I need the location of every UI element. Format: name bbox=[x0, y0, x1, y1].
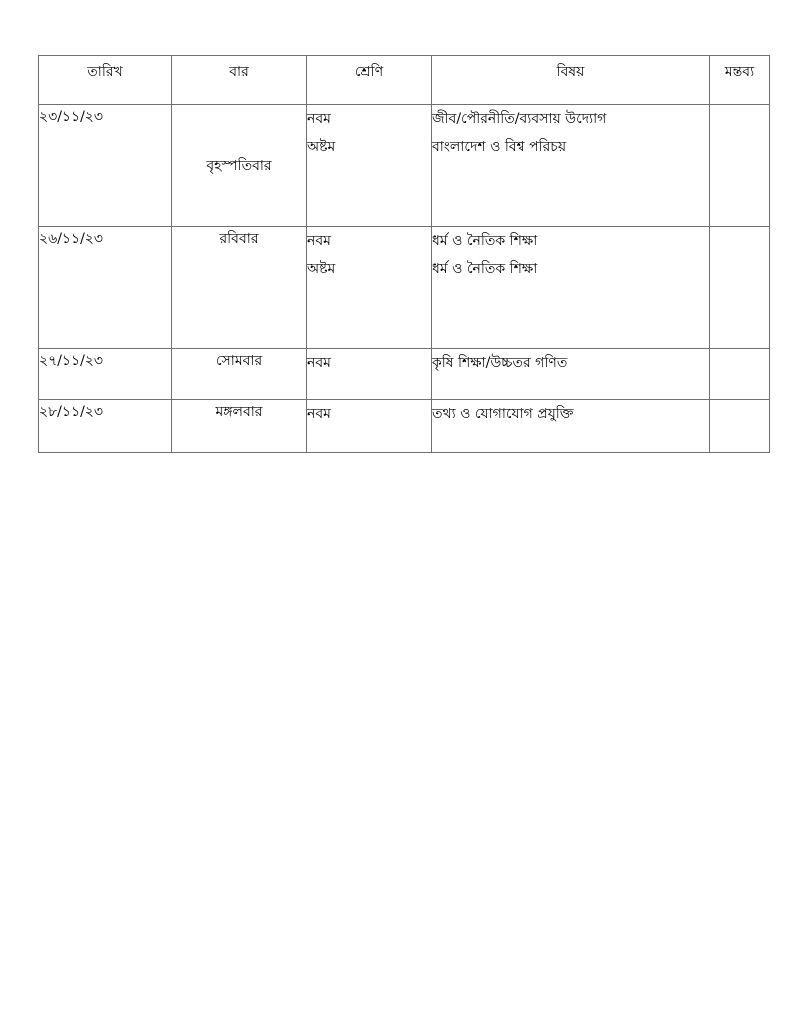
remark-cell bbox=[710, 227, 770, 349]
subject-cell bbox=[432, 227, 710, 349]
subject-name: ধর্ম ও নৈতিক শিক্ষা bbox=[432, 233, 538, 249]
header-class: শ্রেণি bbox=[307, 56, 432, 105]
table-row bbox=[39, 105, 770, 227]
class-name: নবম bbox=[307, 406, 331, 422]
subject-name: জীব/পৌরনীতি/ব্যবসায় উদ্যোগ bbox=[432, 111, 607, 127]
remark-cell bbox=[710, 349, 770, 400]
class-cell bbox=[307, 400, 432, 453]
class-name: নবম bbox=[307, 233, 331, 249]
table-row bbox=[39, 227, 770, 349]
subject-cell bbox=[432, 349, 710, 400]
class-name: অষ্টম bbox=[307, 261, 336, 277]
day-cell: বৃহস্পতিবার bbox=[172, 105, 307, 227]
subject-cell bbox=[432, 105, 710, 227]
date-cell: ২৩/১১/২৩ bbox=[39, 105, 172, 227]
class-name: নবম bbox=[307, 355, 331, 371]
header-subject: বিষয় bbox=[432, 56, 710, 105]
header-remark: মন্তব্য bbox=[710, 56, 770, 105]
day-cell: সোমবার bbox=[172, 349, 307, 400]
table-row bbox=[39, 349, 770, 400]
header-date: তারিখ bbox=[39, 56, 172, 105]
day-cell: রবিবার bbox=[172, 227, 307, 349]
day-cell: মঙ্গলবার bbox=[172, 400, 307, 453]
table-header-row bbox=[39, 56, 770, 105]
date-cell: ২৭/১১/২৩ bbox=[39, 349, 172, 400]
subject-name: ধর্ম ও নৈতিক শিক্ষা bbox=[432, 261, 538, 277]
class-cell bbox=[307, 349, 432, 400]
table-row bbox=[39, 400, 770, 453]
class-name: নবম bbox=[307, 111, 331, 127]
subject-name: তথ্য ও যোগাযোগ প্রযুক্তি bbox=[432, 406, 574, 422]
class-name: অষ্টম bbox=[307, 139, 336, 155]
header-day: বার bbox=[172, 56, 307, 105]
subject-cell bbox=[432, 400, 710, 453]
class-cell bbox=[307, 105, 432, 227]
remark-cell bbox=[710, 105, 770, 227]
exam-schedule-table bbox=[38, 55, 770, 453]
class-cell bbox=[307, 227, 432, 349]
date-cell: ২৮/১১/২৩ bbox=[39, 400, 172, 453]
subject-name: বাংলাদেশ ও বিশ্ব পরিচয় bbox=[432, 139, 567, 155]
date-cell: ২৬/১১/২৩ bbox=[39, 227, 172, 349]
subject-name: কৃষি শিক্ষা/উচ্চতর গণিত bbox=[432, 355, 568, 371]
remark-cell bbox=[710, 400, 770, 453]
